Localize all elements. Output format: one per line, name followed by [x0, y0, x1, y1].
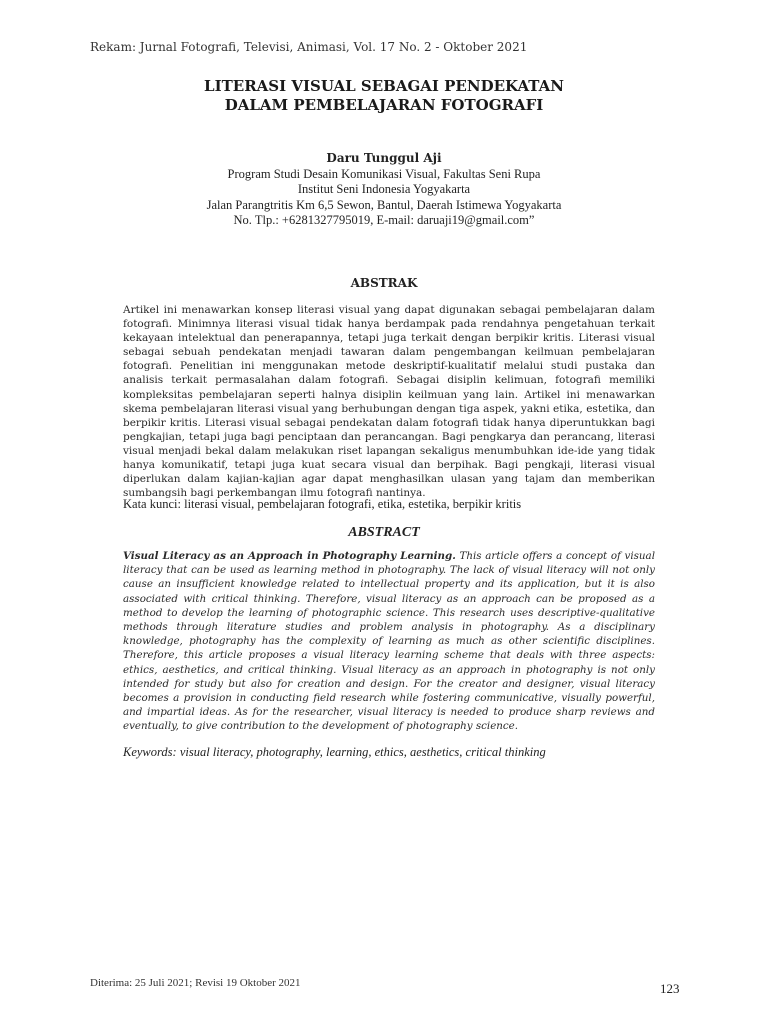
keywords: Keywords: visual literacy, photography, learning, ethics, aesthetics, critical thinking: [123, 745, 546, 759]
abstract-text: This article offers a concept of visual literacy that can be used as learning method in photography. The lack of visual literacy will not only cause an insufficient knowledge related to intellectual property and its application, but it is also associated with critical thinking. Therefore, visual literacy as an approach can be proposed as a method to develop the learning of photographic science. This research uses descriptive-qualitative methods through literature studies and problem analysis in photography. As a disciplinary knowledge, photography has the complexity of learning as much as other scientific disciplines. Therefore, this article proposes a visual literacy learning scheme that deals with three aspects: ethics, aesthetics, and critical thinking. Visual literacy as an approach in photography is not only intended for study but also for creation and design. For the creator and designer, visual literacy becomes a provision in conducting field research while fostering communicative, visually powerful, and impartial ideas. As for the researcher, visual literacy is needed to produce sharp reviews and eventually, to give contribution to the development of photography science.: [123, 550, 655, 733]
abstract-heading: ABSTRACT: [348, 525, 420, 540]
abstract-lead-title: Visual Literacy as an Approach in Photography Learning.: [123, 550, 456, 562]
title-line-2: DALAM PEMBELAJARAN FOTOGRAFI: [224, 96, 544, 114]
running-header: Rekam: Jurnal Fotografi, Televisi, Animasi, Vol. 17 No. 2 - Oktober 2021: [90, 40, 528, 54]
author-block: [0, 151, 768, 229]
abstract-body: [123, 549, 655, 734]
abstrak-body: Artikel ini menawarkan konsep literasi visual yang dapat digunakan sebagai pembelajaran dalam fotografi. Minimnya literasi visual tidak hanya berdampak pada rendahnya pengetahuan terkait kekayaan intelektual dan penerapannya, tetapi juga terkait dengan berpikir kritis. Literasi visual sebagai sebuah pendekatan menjadi tawaran dalam pengembangan keilmuan pembelajaran fotografi. Penelitian ini menggunakan metode deskriptif-kualitatif melalui studi pustaka dan analisis terkait permasalahan dalam fotografi. Sebagai disiplin kelimuan, fotografi memiliki kompleksitas pembelajaran seperti halnya disiplin keilmuan yang lain. Artikel ini menawarkan skema pembelajaran literasi visual yang berhubungan dengan tiga aspek, yakni etika, estetika, dan berpikir kritis. Literasi visual sebagai pendekatan dalam fotografi tidak hanya diperuntukkan bagi pengkajian, tetapi juga bagi penciptaan dan perancangan. Bagi pengkarya dan perancang, literasi visual menjadi bekal dalam melakukan riset lapangan sekaligus menumbuhkan ide-ide yang tidak hanya komunikatif, tetapi juga kuat secara visual dan berpihak. Bagi pengkaji, literasi visual diperlukan dalam kajian-kajian agar dapat menghasilkan ulasan yang tajam dan memberikan sumbangsih bagi perkembangan ilmu fotografi nantinya.: [123, 304, 655, 500]
author-address: Jalan Parangtritis Km 6,5 Sewon, Bantul, Daerah Istimewa Yogyakarta: [206, 197, 562, 212]
page-number: 123: [660, 981, 680, 996]
title-line-1: LITERASI VISUAL SEBAGAI PENDEKATAN: [204, 77, 564, 95]
author-program: Program Studi Desain Komunikasi Visual, Fakultas Seni Rupa: [227, 166, 541, 181]
author-institute: Institut Seni Indonesia Yogyakarta: [297, 182, 471, 196]
abstrak-heading: ABSTRAK: [350, 276, 418, 290]
received-date: Diterima: 25 Juli 2021; Revisi 19 Oktober 2021: [90, 977, 301, 989]
kata-kunci: Kata kunci: literasi visual, pembelajaran fotografi, etika, estetika, berpikir kritis: [123, 497, 522, 511]
author-contact: No. Tlp.: +6281327795019, E-mail: daruaji19@gmail.com”: [233, 213, 535, 227]
article-title: [0, 77, 768, 115]
author-name: Daru Tunggul Aji: [326, 151, 442, 165]
